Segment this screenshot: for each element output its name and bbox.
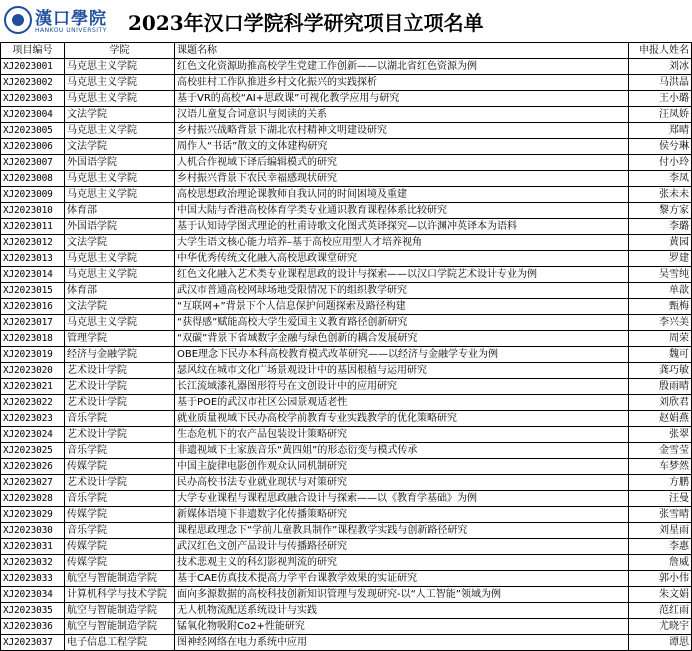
cell-project-title: 新媒体语境下非遗数字化传播策略研究	[175, 507, 629, 523]
cell-applicant: 李凤	[629, 171, 692, 187]
table-row	[1, 251, 692, 267]
cell-college: 马克思主义学院	[65, 315, 175, 331]
cell-project-id: XJ2023034	[1, 587, 65, 603]
cell-project-title: 中国大陆与香港高校体育学类专业通识教育课程体系比较研究	[175, 203, 629, 219]
cell-college: 马克思主义学院	[65, 171, 175, 187]
cell-project-title: 基于POE的武汉市社区公园景观适老性	[175, 395, 629, 411]
table-row	[1, 363, 692, 379]
cell-project-id: XJ2023011	[1, 219, 65, 235]
cell-project-id: XJ2023035	[1, 603, 65, 619]
cell-applicant: 李兴美	[629, 315, 692, 331]
cell-project-title: 非遗视域下土家族音乐“黄四姐”的形态衍变与模式传承	[175, 443, 629, 459]
cell-project-title: 图神经网络在电力系统中应用	[175, 635, 629, 651]
cell-project-id: XJ2023021	[1, 379, 65, 395]
cell-college: 外国语学院	[65, 155, 175, 171]
table-row	[1, 187, 692, 203]
cell-college: 马克思主义学院	[65, 267, 175, 283]
table-row	[1, 139, 692, 155]
cell-project-id: XJ2023014	[1, 267, 65, 283]
university-logo	[4, 4, 110, 38]
cell-applicant: 郭小伟	[629, 571, 692, 587]
table-header-row	[1, 43, 692, 59]
table-row	[1, 107, 692, 123]
cell-project-title: 乡村振兴战略背景下湖北农村精神文明建设研究	[175, 123, 629, 139]
cell-project-id: XJ2023026	[1, 459, 65, 475]
cell-project-title: 武汉市普通高校网球场地受限情况下的组织教学研究	[175, 283, 629, 299]
cell-project-id: XJ2023037	[1, 635, 65, 651]
cell-project-title: 技术悲观主义的科幻影视判流的研究	[175, 555, 629, 571]
cell-project-title: 长江流域漆礼器图形符号在文创设计中的应用研究	[175, 379, 629, 395]
cell-applicant: 甄梅	[629, 299, 692, 315]
cell-applicant: 殷雨晴	[629, 379, 692, 395]
cell-college: 马克思主义学院	[65, 187, 175, 203]
table-row	[1, 411, 692, 427]
cell-college: 传媒学院	[65, 555, 175, 571]
cell-college: 艺术设计学院	[65, 427, 175, 443]
cell-applicant: 方鹏	[629, 475, 692, 491]
cell-college: 艺术设计学院	[65, 379, 175, 395]
cell-college: 艺术设计学院	[65, 475, 175, 491]
cell-applicant: 罗建	[629, 251, 692, 267]
cell-project-id: XJ2023008	[1, 171, 65, 187]
cell-college: 电子信息工程学院	[65, 635, 175, 651]
cell-project-title: 生态危机下的农产品包装设计策略研究	[175, 427, 629, 443]
table-row	[1, 283, 692, 299]
cell-project-title: 红色文化资源助推高校学生党建工作创新——以湖北省红色资源为例	[175, 59, 629, 75]
cell-project-title: 基于VR的高校“AI+思政课”可视化教学应用与研究	[175, 91, 629, 107]
table-row	[1, 459, 692, 475]
cell-project-title: “双碳”背景下省域数字金融与绿色创新的耦合发展研究	[175, 331, 629, 347]
header-project-title: 课题名称	[175, 43, 629, 59]
cell-project-id: XJ2023005	[1, 123, 65, 139]
cell-college: 马克思主义学院	[65, 75, 175, 91]
cell-college: 传媒学院	[65, 539, 175, 555]
cell-applicant: 李璐	[629, 219, 692, 235]
cell-applicant: 张未未	[629, 187, 692, 203]
cell-project-id: XJ2023031	[1, 539, 65, 555]
cell-applicant: 汪曼	[629, 491, 692, 507]
cell-project-title: 中国主旋律电影创作观众认同机制研究	[175, 459, 629, 475]
table-row	[1, 235, 692, 251]
cell-applicant: 李惠	[629, 539, 692, 555]
logo-subtext: HANKOU UNIVERSITY	[35, 27, 107, 34]
cell-applicant: 张雪晴	[629, 507, 692, 523]
table-row	[1, 539, 692, 555]
cell-project-title: 民办高校书法专业就业现状与对策研究	[175, 475, 629, 491]
table-row	[1, 315, 692, 331]
cell-applicant: 黎方家	[629, 203, 692, 219]
cell-project-id: XJ2023030	[1, 523, 65, 539]
cell-applicant: 付小玲	[629, 155, 692, 171]
cell-project-id: XJ2023033	[1, 571, 65, 587]
cell-project-title: 无人机物流配送系统设计与实践	[175, 603, 629, 619]
cell-applicant: 尤晓宇	[629, 619, 692, 635]
cell-project-id: XJ2023028	[1, 491, 65, 507]
cell-college: 马克思主义学院	[65, 251, 175, 267]
cell-project-title: 就业质量视域下民办高校学前教育专业实践教学的优化策略研究	[175, 411, 629, 427]
cell-project-id: XJ2023009	[1, 187, 65, 203]
cell-college: 文法学院	[65, 107, 175, 123]
cell-project-id: XJ2023001	[1, 59, 65, 75]
table-row	[1, 219, 692, 235]
cell-college: 航空与智能制造学院	[65, 619, 175, 635]
table-row	[1, 379, 692, 395]
cell-project-title: “获得感”赋能高校大学生爱国主义教育路径创新研究	[175, 315, 629, 331]
cell-applicant: 张翠	[629, 427, 692, 443]
cell-project-title: 人机合作视域下译后编辑模式的研究	[175, 155, 629, 171]
cell-project-title: 周作人“书话”散文的文体建构研究	[175, 139, 629, 155]
cell-project-id: XJ2023010	[1, 203, 65, 219]
cell-college: 经济与金融学院	[65, 347, 175, 363]
cell-college: 航空与智能制造学院	[65, 603, 175, 619]
table-row	[1, 171, 692, 187]
cell-project-id: XJ2023006	[1, 139, 65, 155]
cell-applicant: 汪凤娇	[629, 107, 692, 123]
cell-project-title: 基于认知诗学图式理论的杜甫诗歌文化图式英译探究—以许渊冲英译本为语料	[175, 219, 629, 235]
cell-project-title: 瑟风纹在城市文化广场景观设计中的基因根植与运用研究	[175, 363, 629, 379]
table-row	[1, 555, 692, 571]
cell-college: 音乐学院	[65, 491, 175, 507]
table-row	[1, 75, 692, 91]
cell-project-id: XJ2023017	[1, 315, 65, 331]
cell-applicant: 金雪莹	[629, 443, 692, 459]
cell-project-id: XJ2023020	[1, 363, 65, 379]
table-row	[1, 587, 692, 603]
table-row	[1, 571, 692, 587]
table-row	[1, 123, 692, 139]
table-row	[1, 203, 692, 219]
cell-college: 音乐学院	[65, 443, 175, 459]
table-row	[1, 619, 692, 635]
cell-project-id: XJ2023002	[1, 75, 65, 91]
cell-project-id: XJ2023023	[1, 411, 65, 427]
university-seal-icon	[4, 6, 32, 34]
cell-project-id: XJ2023019	[1, 347, 65, 363]
cell-applicant: 侯兮琳	[629, 139, 692, 155]
cell-project-id: XJ2023024	[1, 427, 65, 443]
cell-project-title: 中华优秀传统文化融入高校思政课堂研究	[175, 251, 629, 267]
cell-college: 音乐学院	[65, 523, 175, 539]
table-row	[1, 331, 692, 347]
cell-college: 外国语学院	[65, 219, 175, 235]
cell-project-title: 大学专业课程与课程思政融合设计与探索——以《教育学基础》为例	[175, 491, 629, 507]
table-row	[1, 603, 692, 619]
cell-applicant: 刘欣君	[629, 395, 692, 411]
cell-applicant: 马洪晶	[629, 75, 692, 91]
cell-applicant: 黄园	[629, 235, 692, 251]
cell-college: 航空与智能制造学院	[65, 571, 175, 587]
cell-college: 管理学院	[65, 331, 175, 347]
table-row	[1, 395, 692, 411]
cell-applicant: 王小璐	[629, 91, 692, 107]
cell-project-id: XJ2023029	[1, 507, 65, 523]
cell-applicant: 单歆	[629, 283, 692, 299]
cell-applicant: 詹威	[629, 555, 692, 571]
cell-college: 体育部	[65, 203, 175, 219]
cell-project-id: XJ2023016	[1, 299, 65, 315]
table-row	[1, 507, 692, 523]
cell-project-id: XJ2023003	[1, 91, 65, 107]
cell-project-title: 面向多源数据的高校科技创新知识管理与发现研究-以“人工智能”领域为例	[175, 587, 629, 603]
cell-project-title: 基于CAE仿真技术提高力学平台课教学效果的实证研究	[175, 571, 629, 587]
cell-college: 马克思主义学院	[65, 123, 175, 139]
cell-project-title: OBE理念下民办本科高校教育模式改革研究——以经济与金融学专业为例	[175, 347, 629, 363]
cell-project-id: XJ2023025	[1, 443, 65, 459]
table-row	[1, 523, 692, 539]
table-row	[1, 443, 692, 459]
cell-college: 文法学院	[65, 235, 175, 251]
cell-project-title: 高校思想政治理论课教师自我认同的时间困境及重建	[175, 187, 629, 203]
table-row	[1, 267, 692, 283]
cell-project-id: XJ2023015	[1, 283, 65, 299]
cell-college: 艺术设计学院	[65, 363, 175, 379]
table-row	[1, 347, 692, 363]
cell-applicant: 范红雨	[629, 603, 692, 619]
cell-applicant: 吴雪纯	[629, 267, 692, 283]
table-row	[1, 299, 692, 315]
cell-college: 马克思主义学院	[65, 59, 175, 75]
cell-college: 传媒学院	[65, 507, 175, 523]
header-college: 学院	[65, 43, 175, 59]
cell-project-title: “互联网+”背景下个人信息保护问题探索及路径构建	[175, 299, 629, 315]
table-row	[1, 475, 692, 491]
cell-applicant: 郑晴	[629, 123, 692, 139]
cell-project-id: XJ2023007	[1, 155, 65, 171]
logo-text: 漢口學院	[35, 9, 107, 29]
cell-project-id: XJ2023032	[1, 555, 65, 571]
cell-project-id: XJ2023013	[1, 251, 65, 267]
project-table	[0, 42, 692, 651]
cell-applicant: 赵娟燕	[629, 411, 692, 427]
table-body	[1, 59, 692, 651]
cell-project-title: 锰氧化物吸附Co2+性能研究	[175, 619, 629, 635]
cell-project-id: XJ2023036	[1, 619, 65, 635]
table-row	[1, 427, 692, 443]
cell-college: 文法学院	[65, 299, 175, 315]
cell-project-title: 高校驻村工作队推进乡村文化振兴的实践探析	[175, 75, 629, 91]
cell-project-title: 课程思政理念下“学前儿童教具制作”课程教学实践与创新路径研究	[175, 523, 629, 539]
cell-applicant: 谭思	[629, 635, 692, 651]
cell-project-id: XJ2023012	[1, 235, 65, 251]
cell-project-title: 乡村振兴背景下农民幸福感现状研究	[175, 171, 629, 187]
cell-applicant: 车梦然	[629, 459, 692, 475]
cell-college: 计算机科学与技术学院	[65, 587, 175, 603]
cell-applicant: 魏可	[629, 347, 692, 363]
cell-applicant: 刘星雨	[629, 523, 692, 539]
cell-project-id: XJ2023018	[1, 331, 65, 347]
cell-college: 马克思主义学院	[65, 91, 175, 107]
cell-project-title: 红色文化融入艺术类专业课程思政的设计与探索——以汉口学院艺术设计专业为例	[175, 267, 629, 283]
page-header	[0, 0, 692, 42]
cell-project-title: 武汉红色文创产品设计与传播路径研究	[175, 539, 629, 555]
page-title: 2023年汉口学院科学研究项目立项名单	[128, 11, 484, 35]
cell-applicant: 刘冰	[629, 59, 692, 75]
cell-applicant: 龚巧敏	[629, 363, 692, 379]
table-row	[1, 59, 692, 75]
cell-college: 文法学院	[65, 139, 175, 155]
cell-project-id: XJ2023022	[1, 395, 65, 411]
cell-project-id: XJ2023027	[1, 475, 65, 491]
table-row	[1, 91, 692, 107]
cell-applicant: 周荣	[629, 331, 692, 347]
table-row	[1, 155, 692, 171]
cell-college: 体育部	[65, 283, 175, 299]
cell-project-title: 汉语儿童复合词意识与阅读的关系	[175, 107, 629, 123]
cell-applicant: 朱文娟	[629, 587, 692, 603]
header-applicant: 申报人姓名	[629, 43, 692, 59]
cell-college: 音乐学院	[65, 411, 175, 427]
header-project-id: 项目编号	[1, 43, 65, 59]
table-row	[1, 491, 692, 507]
cell-college: 传媒学院	[65, 459, 175, 475]
cell-project-title: 大学生语文核心能力培养–基于高校应用型人才培养视角	[175, 235, 629, 251]
cell-project-id: XJ2023004	[1, 107, 65, 123]
cell-college: 艺术设计学院	[65, 395, 175, 411]
